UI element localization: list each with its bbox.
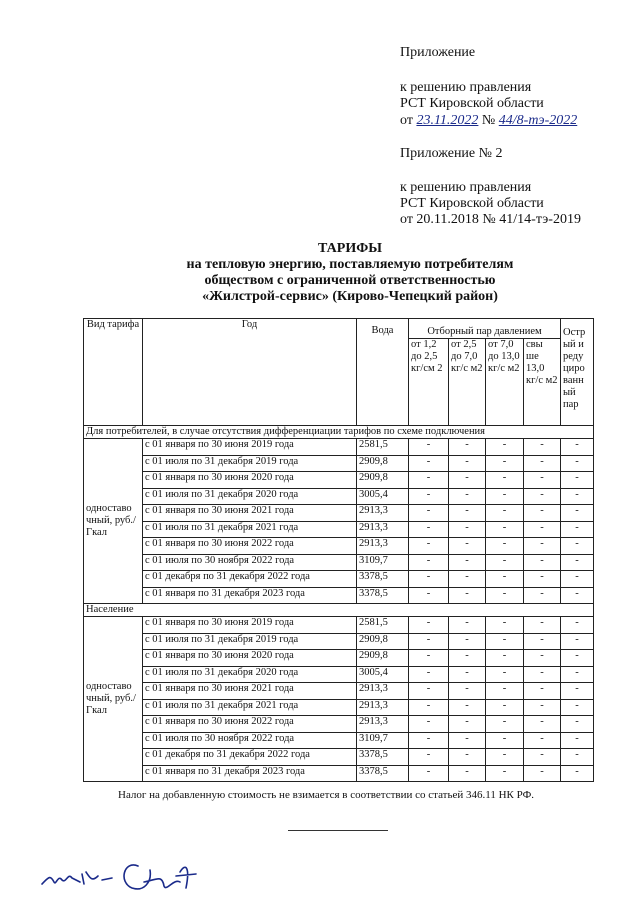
steam-cell: -: [409, 554, 449, 571]
table-row: [84, 732, 594, 749]
appendix-title: Приложение: [400, 45, 476, 60]
steam-cell: -: [449, 666, 486, 683]
steam-cell: -: [449, 439, 486, 456]
header-steam: Отборный пар давлением: [409, 319, 561, 339]
period-cell: с 01 января по 31 декабря 2023 года: [143, 587, 357, 604]
water-tariff-cell: 2913,3: [357, 683, 409, 700]
tariff-type-label: одноставо чный, руб./Гкал: [84, 617, 143, 782]
steam-cell: -: [561, 554, 594, 571]
period-cell: с 01 января по 30 июня 2021 года: [143, 683, 357, 700]
period-cell: с 01 января по 30 июня 2020 года: [143, 472, 357, 489]
appendix-line1: к решению правления: [400, 80, 532, 95]
period-cell: с 01 января по 30 июня 2021 года: [143, 505, 357, 522]
water-tariff-cell: 2909,8: [357, 650, 409, 667]
steam-cell: -: [524, 666, 561, 683]
steam-cell: -: [561, 521, 594, 538]
appendix2-line1: к решению правления: [400, 180, 532, 195]
steam-cell: -: [486, 571, 524, 588]
steam-cell: -: [409, 472, 449, 489]
steam-cell: -: [561, 505, 594, 522]
table-row: [84, 765, 594, 782]
water-tariff-cell: 3005,4: [357, 488, 409, 505]
steam-cell: -: [524, 699, 561, 716]
table-row: [84, 505, 594, 522]
separator-line: [288, 830, 388, 831]
steam-cell: -: [524, 521, 561, 538]
water-tariff-cell: 3109,7: [357, 732, 409, 749]
steam-cell: -: [524, 749, 561, 766]
period-cell: с 01 января по 31 декабря 2023 года: [143, 765, 357, 782]
steam-cell: -: [409, 765, 449, 782]
water-tariff-cell: 2909,8: [357, 633, 409, 650]
steam-cell: -: [409, 699, 449, 716]
steam-cell: -: [561, 472, 594, 489]
steam-cell: -: [486, 488, 524, 505]
footnote: Налог на добавленную стоимость не взимается в соответствии со статьей 346.11 НК РФ.: [118, 789, 535, 801]
steam-cell: -: [524, 439, 561, 456]
table-body: [84, 426, 594, 782]
doc-title-main: ТАРИФЫ: [318, 241, 382, 256]
steam-cell: -: [524, 716, 561, 733]
steam-cell: -: [449, 521, 486, 538]
steam-cell: -: [486, 455, 524, 472]
steam-cell: -: [486, 554, 524, 571]
date-prefix: от: [400, 113, 413, 128]
water-tariff-cell: 2909,8: [357, 472, 409, 489]
water-tariff-cell: 3378,5: [357, 749, 409, 766]
steam-cell: -: [449, 505, 486, 522]
water-tariff-cell: 2581,5: [357, 617, 409, 634]
table-row: [84, 472, 594, 489]
period-cell: с 01 июля по 30 ноября 2022 года: [143, 732, 357, 749]
steam-cell: -: [486, 472, 524, 489]
steam-cell: -: [524, 683, 561, 700]
header-steam-col1: от 1,2 до 2,5 кг/см 2: [409, 339, 449, 426]
steam-cell: -: [409, 666, 449, 683]
appendix2-line3: от 20.11.2018 № 41/14-тэ-2019: [400, 212, 581, 227]
steam-cell: -: [409, 617, 449, 634]
steam-cell: -: [409, 749, 449, 766]
steam-cell: -: [409, 633, 449, 650]
tariff-type-label: одноставо чный, руб./Гкал: [84, 439, 143, 604]
steam-cell: -: [409, 439, 449, 456]
header-tariff-type: Вид тарифа: [84, 319, 143, 426]
steam-cell: -: [561, 749, 594, 766]
steam-cell: -: [524, 554, 561, 571]
table-row: [84, 716, 594, 733]
period-cell: с 01 июля по 30 ноября 2022 года: [143, 554, 357, 571]
steam-cell: -: [409, 716, 449, 733]
steam-cell: -: [561, 650, 594, 667]
steam-cell: -: [486, 617, 524, 634]
steam-cell: -: [409, 521, 449, 538]
section-row: [84, 604, 594, 617]
section-row: [84, 426, 594, 439]
steam-cell: -: [486, 765, 524, 782]
steam-cell: -: [524, 505, 561, 522]
water-tariff-cell: 2913,3: [357, 505, 409, 522]
steam-cell: -: [449, 716, 486, 733]
period-cell: с 01 декабря по 31 декабря 2022 года: [143, 749, 357, 766]
table-row: [84, 538, 594, 555]
period-cell: с 01 июля по 31 декабря 2020 года: [143, 666, 357, 683]
steam-cell: -: [486, 633, 524, 650]
water-tariff-cell: 2581,5: [357, 439, 409, 456]
steam-cell: -: [449, 699, 486, 716]
table-row: [84, 633, 594, 650]
steam-cell: -: [486, 749, 524, 766]
steam-cell: -: [524, 587, 561, 604]
steam-cell: -: [561, 439, 594, 456]
steam-cell: -: [561, 683, 594, 700]
steam-cell: -: [449, 617, 486, 634]
water-tariff-cell: 3378,5: [357, 571, 409, 588]
water-tariff-cell: 2913,3: [357, 716, 409, 733]
table-row: [84, 587, 594, 604]
steam-cell: -: [561, 488, 594, 505]
table-row: [84, 521, 594, 538]
steam-cell: -: [409, 732, 449, 749]
header-sharp-steam: Остр ый и реду циро ванн ый пар: [561, 319, 594, 426]
period-cell: с 01 июля по 31 декабря 2020 года: [143, 488, 357, 505]
header-year: Год: [143, 319, 357, 426]
steam-cell: -: [524, 472, 561, 489]
period-cell: с 01 января по 30 июня 2019 года: [143, 617, 357, 634]
steam-cell: -: [486, 716, 524, 733]
period-cell: с 01 января по 30 июня 2022 года: [143, 538, 357, 555]
table-row: [84, 439, 594, 456]
steam-cell: -: [449, 587, 486, 604]
steam-cell: -: [449, 765, 486, 782]
table-row: [84, 666, 594, 683]
steam-cell: -: [486, 666, 524, 683]
water-tariff-cell: 2913,3: [357, 699, 409, 716]
header-steam-col4: свы ше 13,0 кг/с м2: [524, 339, 561, 426]
steam-cell: -: [524, 732, 561, 749]
period-cell: с 01 июля по 31 декабря 2019 года: [143, 455, 357, 472]
steam-cell: -: [449, 633, 486, 650]
steam-cell: -: [524, 633, 561, 650]
section-label: Население: [84, 604, 594, 617]
table-row: [84, 571, 594, 588]
water-tariff-cell: 2913,3: [357, 521, 409, 538]
steam-cell: -: [561, 699, 594, 716]
steam-cell: -: [449, 538, 486, 555]
doc-title-line2: на тепловую энергию, поставляемую потребителям: [186, 257, 514, 272]
doc-title-line3: обществом с ограниченной ответственностью: [204, 273, 496, 288]
steam-cell: -: [561, 571, 594, 588]
period-cell: с 01 января по 30 июня 2020 года: [143, 650, 357, 667]
steam-cell: -: [449, 472, 486, 489]
steam-cell: -: [486, 505, 524, 522]
steam-cell: -: [486, 439, 524, 456]
header-water: Вода: [357, 319, 409, 426]
steam-cell: -: [561, 765, 594, 782]
steam-cell: -: [409, 505, 449, 522]
water-tariff-cell: 2913,3: [357, 538, 409, 555]
section-label: Для потребителей, в случае отсутствия дифференциации тарифов по схеме подключения: [84, 426, 594, 439]
steam-cell: -: [486, 587, 524, 604]
steam-cell: -: [486, 538, 524, 555]
steam-cell: -: [449, 749, 486, 766]
appendix2-line2: РСТ Кировской области: [400, 196, 544, 211]
table-row: [84, 554, 594, 571]
steam-cell: -: [449, 732, 486, 749]
period-cell: с 01 января по 30 июня 2019 года: [143, 439, 357, 456]
steam-cell: -: [486, 683, 524, 700]
steam-cell: -: [524, 650, 561, 667]
water-tariff-cell: 3109,7: [357, 554, 409, 571]
steam-cell: -: [486, 521, 524, 538]
table-row: [84, 488, 594, 505]
steam-cell: -: [524, 765, 561, 782]
appendix2-title: Приложение № 2: [400, 146, 503, 161]
steam-cell: -: [449, 488, 486, 505]
water-tariff-cell: 3378,5: [357, 765, 409, 782]
steam-cell: -: [561, 732, 594, 749]
signature: [40, 852, 220, 897]
period-cell: с 01 января по 30 июня 2022 года: [143, 716, 357, 733]
period-cell: с 01 декабря по 31 декабря 2022 года: [143, 571, 357, 588]
table-row: [84, 683, 594, 700]
steam-cell: -: [409, 650, 449, 667]
tariff-table: [83, 318, 594, 782]
steam-cell: -: [409, 538, 449, 555]
table-row: [84, 617, 594, 634]
steam-cell: -: [524, 617, 561, 634]
steam-cell: -: [486, 732, 524, 749]
table-row: [84, 699, 594, 716]
period-cell: с 01 июля по 31 декабря 2019 года: [143, 633, 357, 650]
steam-cell: -: [449, 683, 486, 700]
steam-cell: -: [449, 455, 486, 472]
appendix-date-line: [400, 113, 577, 129]
period-cell: с 01 июля по 31 декабря 2021 года: [143, 699, 357, 716]
doc-title-line4: «Жилстрой-сервис» (Кирово-Чепецкий район): [202, 289, 498, 304]
steam-cell: -: [524, 488, 561, 505]
handwritten-number: 44/8-тэ-2022: [498, 113, 578, 128]
steam-cell: -: [561, 538, 594, 555]
steam-cell: -: [486, 650, 524, 667]
steam-cell: -: [409, 488, 449, 505]
period-cell: с 01 июля по 31 декабря 2021 года: [143, 521, 357, 538]
handwritten-date: 23.11.2022: [416, 113, 479, 128]
table-row: [84, 455, 594, 472]
steam-cell: -: [409, 571, 449, 588]
steam-cell: -: [524, 455, 561, 472]
steam-cell: -: [409, 587, 449, 604]
table-row: [84, 749, 594, 766]
appendix-line2: РСТ Кировской области: [400, 96, 544, 111]
steam-cell: -: [561, 666, 594, 683]
steam-cell: -: [561, 633, 594, 650]
steam-cell: -: [409, 683, 449, 700]
steam-cell: -: [524, 571, 561, 588]
water-tariff-cell: 3378,5: [357, 587, 409, 604]
steam-cell: -: [561, 617, 594, 634]
steam-cell: -: [561, 587, 594, 604]
header-row-1: [84, 319, 594, 339]
steam-cell: -: [561, 455, 594, 472]
water-tariff-cell: 3005,4: [357, 666, 409, 683]
steam-cell: -: [524, 538, 561, 555]
steam-cell: -: [409, 455, 449, 472]
number-sign: №: [481, 113, 496, 128]
steam-cell: -: [449, 554, 486, 571]
steam-cell: -: [449, 571, 486, 588]
steam-cell: -: [449, 650, 486, 667]
water-tariff-cell: 2909,8: [357, 455, 409, 472]
header-steam-col3: от 7,0 до 13,0 кг/с м2: [486, 339, 524, 426]
steam-cell: -: [561, 716, 594, 733]
header-steam-col2: от 2,5 до 7,0 кг/с м2: [449, 339, 486, 426]
table-row: [84, 650, 594, 667]
steam-cell: -: [486, 699, 524, 716]
